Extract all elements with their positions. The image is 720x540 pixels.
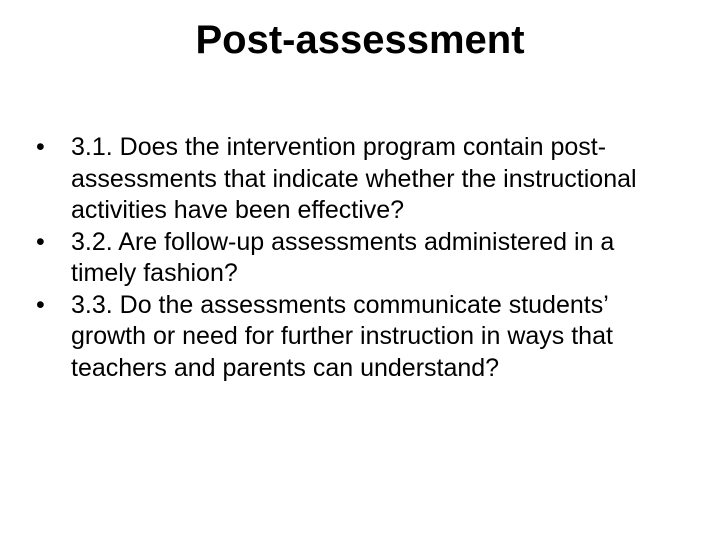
bullet-icon: • xyxy=(36,290,45,319)
bullet-text: 3.3. Do the assessments communicate students’ growth or need for further instruction in ways that teachers and parents can understand? xyxy=(71,290,613,382)
slide-title: Post-assessment xyxy=(195,18,525,62)
bullet-text: 3.1. Does the intervention program contain post-assessments that indicate whether the instructional activities have been effective? xyxy=(71,133,637,224)
bullet-icon: • xyxy=(36,227,45,256)
bullet-text: 3.2. Are follow-up assessments administered in a timely fashion? xyxy=(71,227,615,287)
bullet-item xyxy=(36,290,686,385)
bullet-item xyxy=(36,227,686,290)
bullet-item xyxy=(36,132,686,227)
bullet-list xyxy=(36,132,686,384)
bullet-icon: • xyxy=(36,133,45,161)
